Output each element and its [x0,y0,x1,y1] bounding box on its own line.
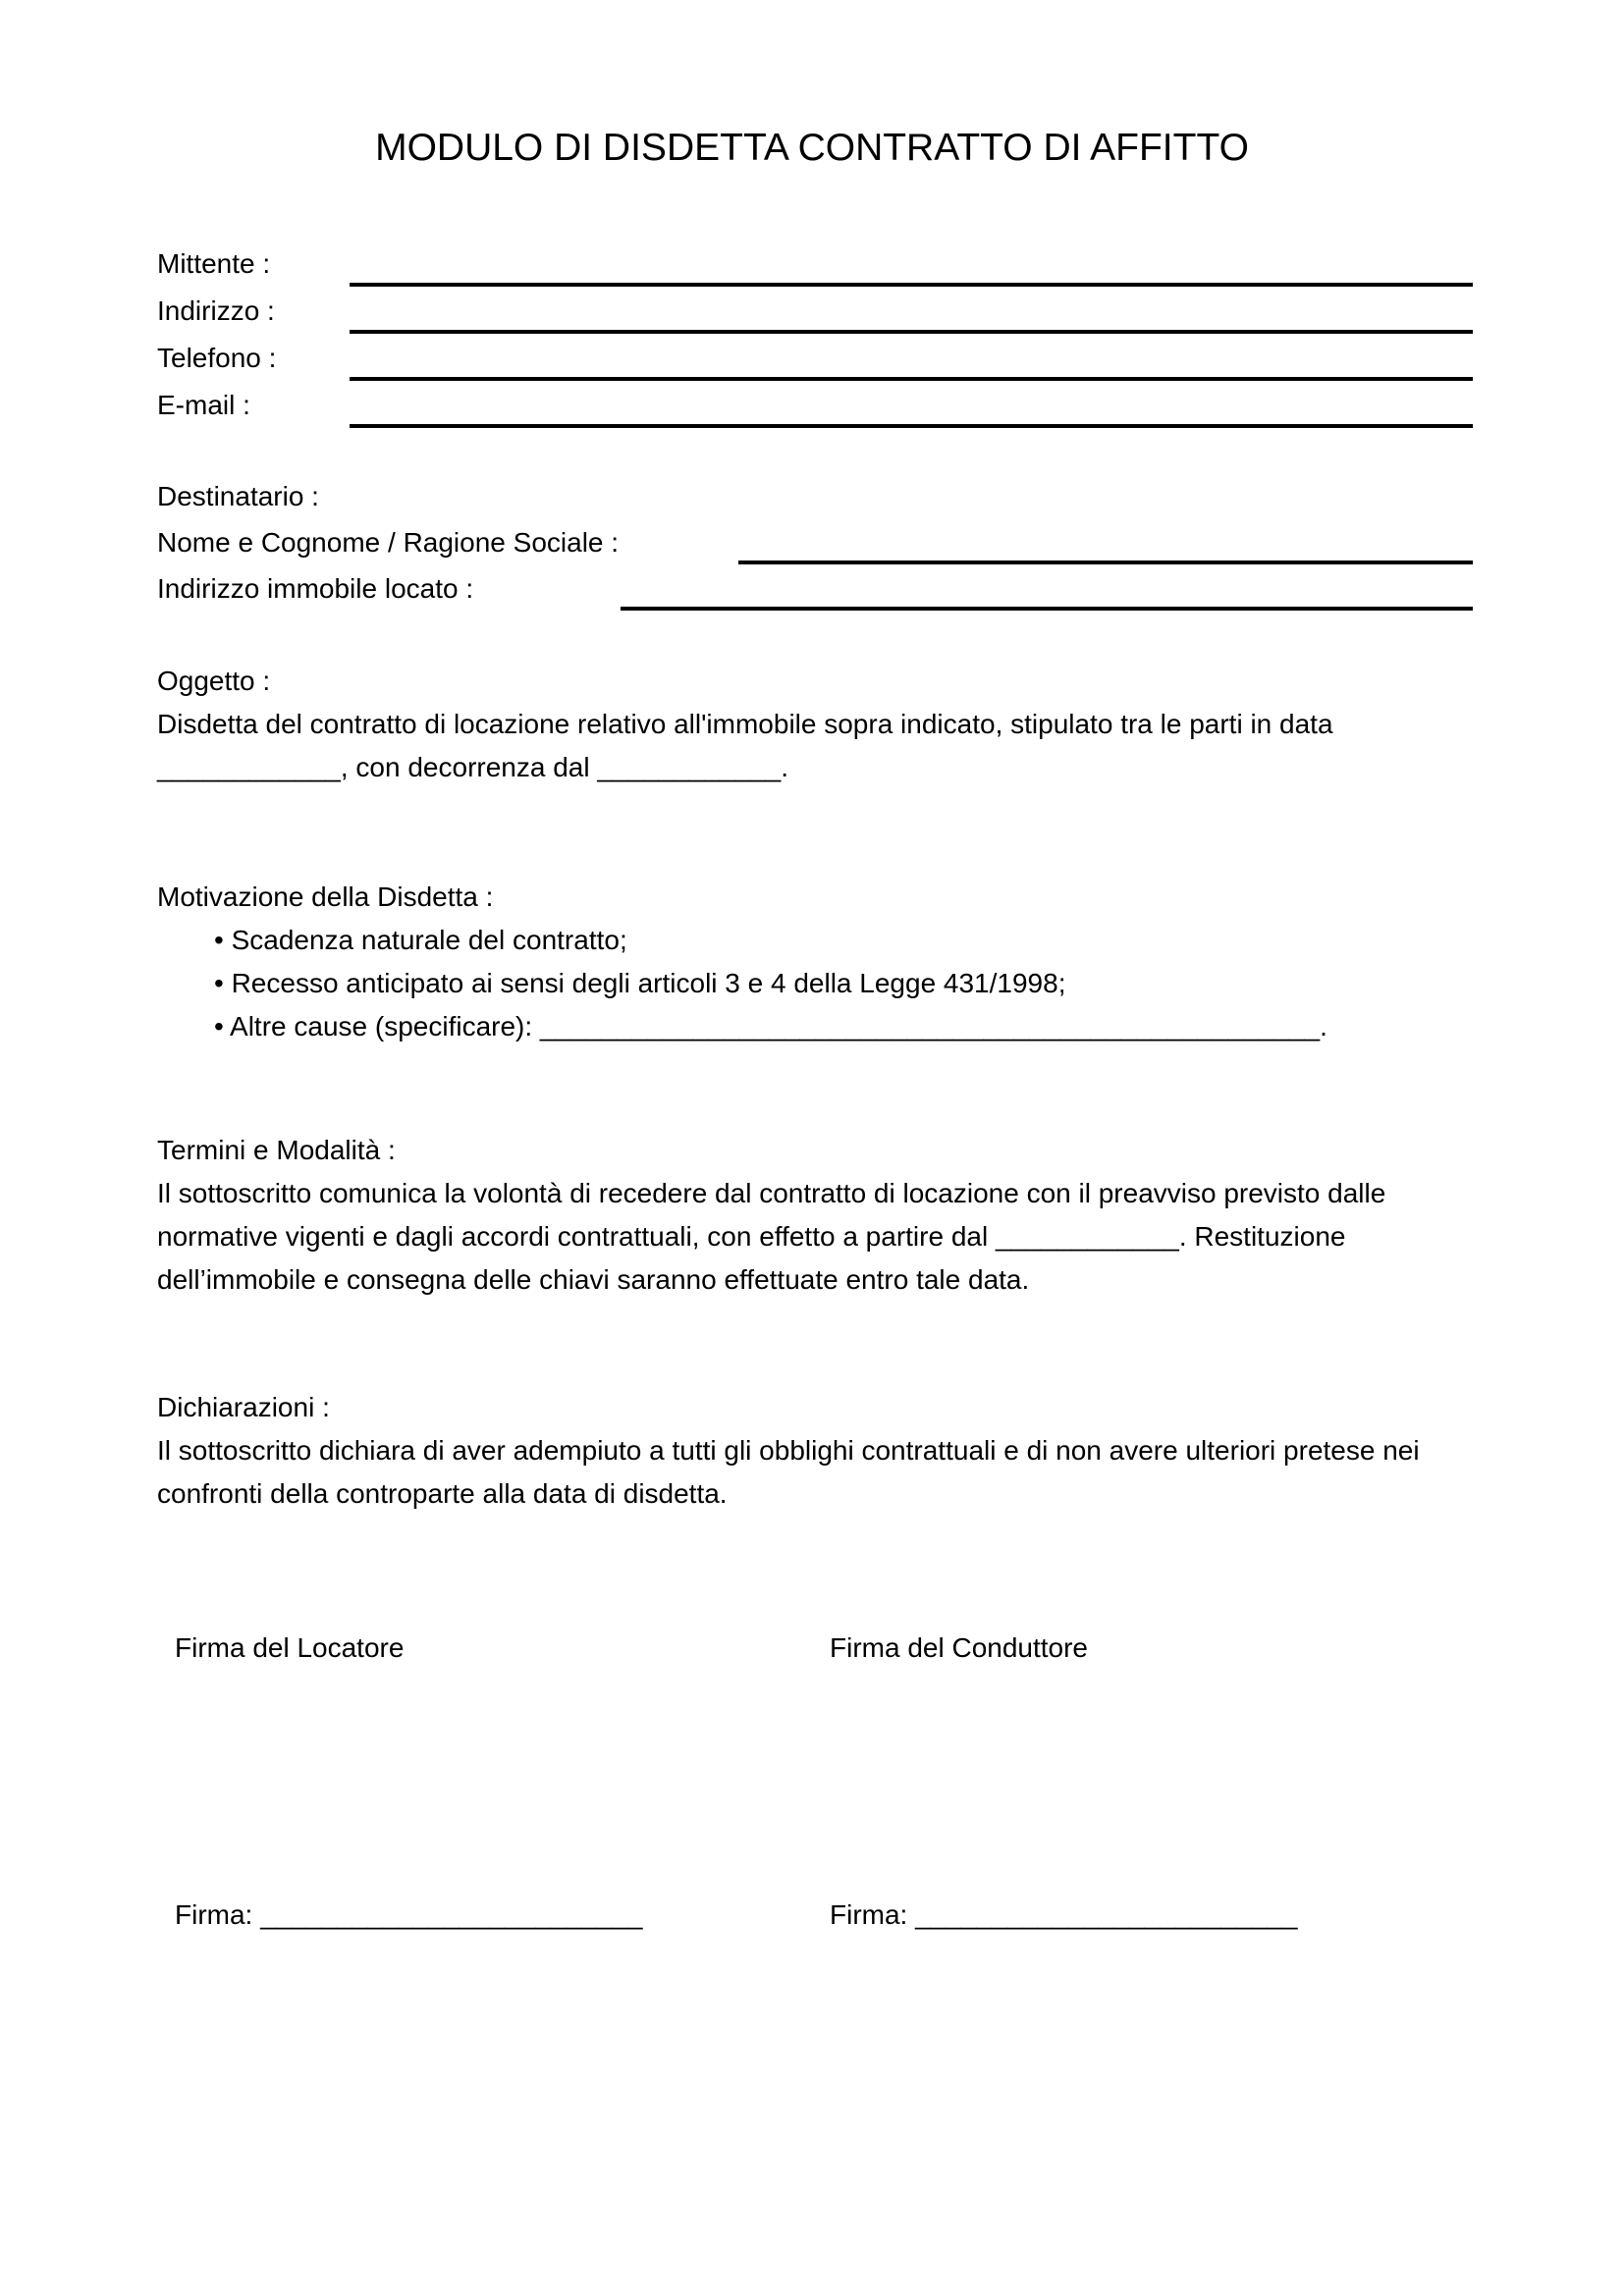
ragione-sociale-label: Nome e Cognome / Ragione Sociale : [157,527,620,558]
field-row-indirizzo [157,290,1473,337]
motivazione-section [157,876,1473,1048]
indirizzo-label: Indirizzo : [157,295,275,326]
indirizzo-input-line[interactable] [350,330,1473,334]
motivazione-item-altre-cause: • Altre cause (specificare): ___________________________________________________. [214,1011,1327,1041]
motivazione-item-recesso: • Recesso anticipato ai sensi degli articoli 3 e 4 della Legge 431/1998; [214,968,1066,998]
termini-heading: Termini e Modalità : [157,1135,396,1165]
field-row-ragione-sociale [157,521,1473,568]
dichiarazioni-paragraph: Il sottoscritto dichiara di aver adempiuto a tutti gli obblighi contrattuali e di non avere ulteriori pretese nei confronti della controparte alla data di disdetta. [157,1435,1420,1509]
document-title: MODULO DI DISDETTA CONTRATTO DI AFFITTO [375,127,1249,169]
field-row-telefono [157,337,1473,384]
firma-conduttore-signature-line[interactable]: Firma: _________________________ [830,1899,1298,1930]
telefono-input-line[interactable] [350,377,1473,381]
email-label: E-mail : [157,390,250,420]
immobile-locato-input-line[interactable] [621,607,1473,611]
dichiarazioni-heading: Dichiarazioni : [157,1392,330,1422]
termini-section [157,1129,1473,1302]
email-input-line[interactable] [350,424,1473,428]
telefono-label: Telefono : [157,343,277,373]
oggetto-heading: Oggetto : [157,666,271,696]
dichiarazioni-section [157,1386,1473,1516]
oggetto-paragraph: Disdetta del contratto di locazione relativo all'immobile sopra indicato, stipulato tra le parti in data ____________, con decorrenza dal ____________. [157,709,1333,782]
mittente-label: Mittente : [157,248,271,279]
firma-conduttore-heading: Firma del Conduttore [830,1632,1089,1663]
destinatario-heading: Destinatario : [157,481,319,511]
motivazione-item-scadenza: • Scadenza naturale del contratto; [214,925,627,955]
mittente-input-line[interactable] [350,283,1473,287]
ragione-sociale-input-line[interactable] [738,561,1473,564]
oggetto-section [157,660,1473,789]
immobile-locato-label: Indirizzo immobile locato : [157,573,474,604]
termini-paragraph: Il sottoscritto comunica la volontà di recedere dal contratto di locazione con il preavviso previsto dalle normative vigenti e dagli accordi contrattuali, con effetto a partire dal ____________. Restituzione dell’immobile e consegna delle chiavi saranno effettuate entro tale data. [157,1178,1386,1295]
firma-locatore-heading: Firma del Locatore [175,1632,405,1663]
motivazione-list [157,919,1473,1048]
motivazione-heading: Motivazione della Disdetta : [157,881,494,912]
field-row-email [157,384,1473,431]
field-row-mittente [157,242,1473,290]
firma-locatore-signature-line[interactable]: Firma: _________________________ [175,1899,643,1930]
field-row-immobile-locato [157,567,1473,614]
